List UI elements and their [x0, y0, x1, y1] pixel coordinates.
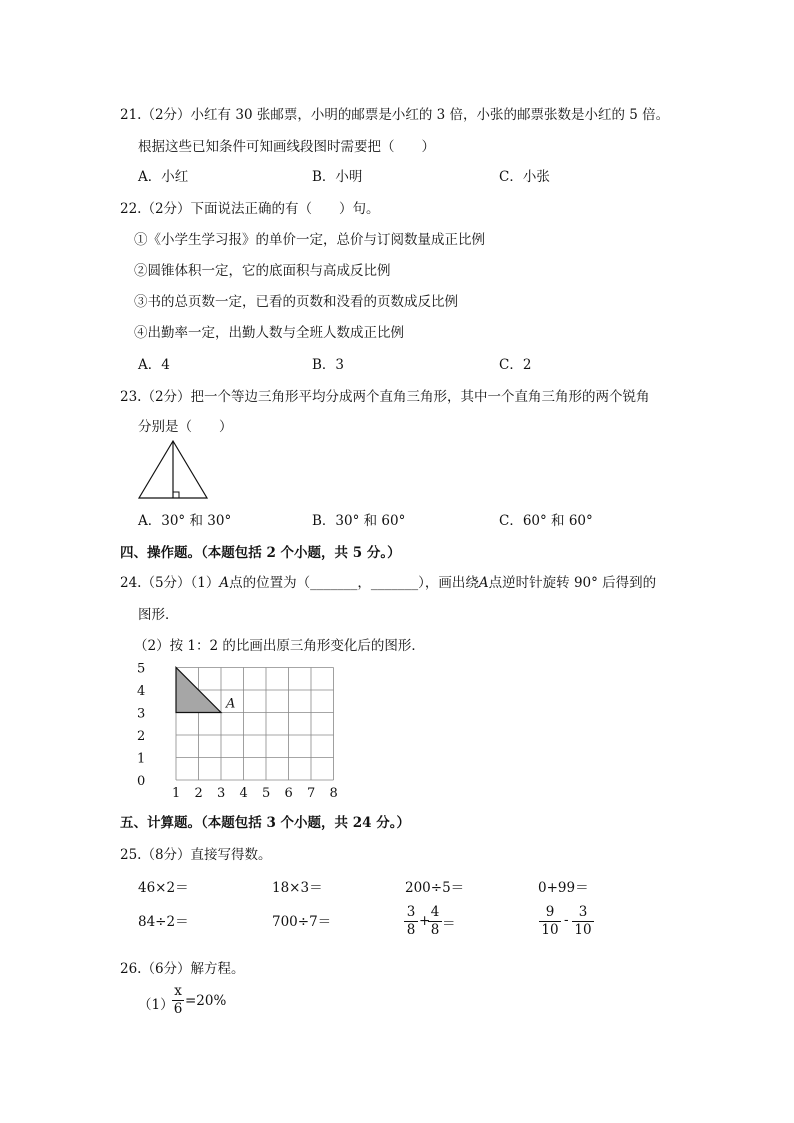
q21-option-a: A．小红: [138, 169, 189, 185]
q21-stem-line1: 21.（2分）小红有 30 张邮票，小明的邮票是小红的 3 倍，小张的邮票张数是小红的 5 倍。: [120, 107, 670, 123]
y-tick-label: 4: [137, 684, 146, 699]
point-a-label: A: [219, 575, 230, 591]
x-tick-label: 8: [329, 786, 338, 801]
q22-statement-1: ①《小学生学习报》的单价一定，总价与订阅数量成正比例: [134, 232, 485, 248]
q22-option-c: C．2: [499, 357, 532, 373]
q23-option-a: A．30° 和 30°: [138, 513, 232, 529]
q22-stem: 22.（2分）下面说法正确的有（ ）句。: [120, 201, 380, 217]
x-tick-label: 5: [262, 786, 271, 801]
q23-stem-line1: 23.（2分）把一个等边三角形平均分成两个直角三角形，其中一个直角三角形的两个锐角: [120, 389, 650, 405]
q21-option-b: B．小明: [312, 169, 363, 185]
q23-stem-line2: 分别是（ ）: [138, 419, 233, 435]
q23-option-c: C．60° 和 60°: [499, 513, 593, 529]
point-a-marker: A: [226, 696, 236, 712]
q22-option-b: B．3: [312, 357, 345, 373]
q25-item-4: 0+99＝: [538, 880, 589, 896]
x-tick-label: 2: [194, 786, 203, 801]
q22-option-a: A．4: [138, 357, 170, 373]
q23-option-b: B．30° 和 60°: [312, 513, 406, 529]
y-tick-label: 5: [137, 661, 146, 677]
y-tick-label: 3: [137, 706, 146, 722]
plus-sign: +: [419, 913, 431, 929]
q22-statement-3: ③书的总页数一定，已看的页数和没看的页数成反比例: [134, 294, 458, 310]
x-tick-label: 4: [239, 786, 248, 801]
q24-stem-line2: 图形．: [138, 607, 179, 623]
x-axis-ticks: [172, 786, 338, 801]
equals-sign: ＝: [442, 916, 456, 932]
q24-part2: （2）按 1：2 的比画出原三角形变化后的图形．: [134, 638, 425, 654]
x-tick-label: 6: [284, 786, 293, 801]
q25-item-6: 700÷7＝: [272, 914, 332, 930]
x-tick-label: 7: [307, 786, 316, 801]
fraction-x-6: x 6: [173, 983, 183, 1017]
q26-eq1-rhs: =20%: [185, 993, 227, 1009]
fraction-4-8: 4 8: [428, 905, 442, 938]
q25-item-5: 84÷2＝: [138, 914, 189, 930]
q25-item-1: 46×2＝: [138, 880, 189, 896]
q26-stem: 26.（6分）解方程。: [120, 961, 245, 977]
fraction-3-8: 3 8: [404, 905, 418, 938]
q25-item-2: 18×3＝: [272, 880, 323, 896]
y-tick-label: 2: [137, 729, 146, 744]
point-a-label-2: A: [478, 575, 489, 591]
fraction-3-10: 3 10: [572, 905, 594, 938]
q21-option-c: C．小张: [499, 169, 550, 185]
minus-sign: -: [564, 912, 569, 928]
fraction-9-10: 9 10: [539, 905, 561, 938]
q22-statement-4: ④出勤率一定，出勤人数与全班人数成正比例: [134, 325, 404, 341]
coordinate-grid: [128, 660, 344, 802]
x-tick-label: 3: [217, 786, 226, 801]
right-angle-mark: [173, 492, 179, 498]
y-tick-label: 1: [137, 751, 146, 767]
section-4-heading: 四、操作题。（本题包括 2 个小题，共 5 分。）: [120, 545, 401, 561]
q21-stem-line2: 根据这些已知条件可知画线段图时需要把（ ）: [138, 139, 435, 155]
q24-stem-line1: 24.（5分）（1）A点的位置为（_______，_______），画出绕A点逆时针旋转 90° 后得到的: [120, 575, 657, 591]
x-tick-label: 1: [172, 786, 181, 801]
equilateral-triangle-figure: [136, 438, 212, 502]
q26-eq1-label: （1）: [138, 997, 174, 1013]
y-tick-label: 0: [137, 774, 146, 789]
grid-lines: [176, 668, 334, 781]
section-5-heading: 五、计算题。（本题包括 3 个小题，共 24 分。）: [120, 815, 410, 831]
y-axis-ticks: [137, 662, 145, 790]
q25-stem: 25.（8分）直接写得数。: [120, 847, 272, 863]
q25-item-3: 200÷5＝: [405, 880, 465, 896]
q22-statement-2: ②圆锥体积一定，它的底面积与高成反比例: [134, 263, 391, 279]
